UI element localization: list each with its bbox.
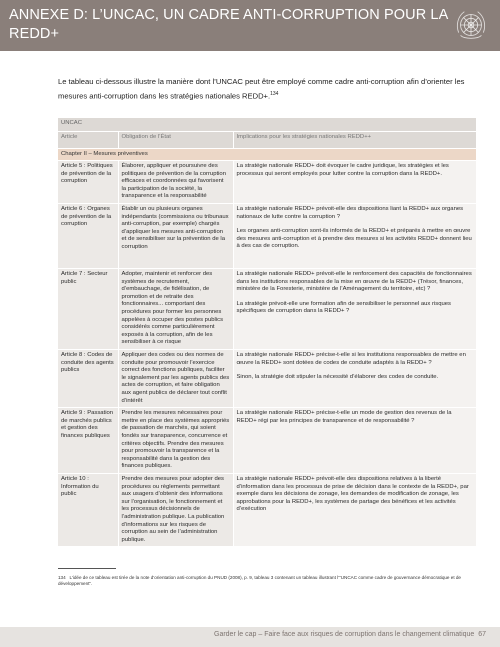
article-cell: Article 8 : Codes de conduite des agents publics	[58, 350, 118, 408]
footer-bar	[0, 627, 500, 647]
implications-cell	[233, 269, 476, 350]
implication-text: Les organes anti-corruption sont-ils informés de la REDD+ et préparés à mettre en œuvre des mesures anti-corruption et à prendre des mesures si les activités REDD+ donnent lieu à des cas de corruption.	[236, 228, 472, 250]
table-row	[58, 204, 476, 269]
implication-text: La stratégie prévoit-elle une formation afin de sensibiliser le personnel aux risques spécifiques de corruption dans la REDD+ ?	[236, 300, 451, 315]
page-number: 67	[478, 631, 486, 638]
obligation-cell: Établir un ou plusieurs organes indépendants (commissions ou tribunaux anti-corruption, par exemple) chargés d’appliquer les mesures anti-corruption et de sensibiliser sur la prévention de la corruption	[118, 204, 233, 269]
obligation-cell: Appliquer des codes ou des normes de conduite pour promouvoir l’exercice correct des fonctions publiques, faciliter le signalement par les agents publics des actes de corruption, et faire obligation aux agent publics de déclarer tout conflit d’intérêt	[118, 350, 233, 408]
header-banner	[0, 0, 500, 51]
footnote-number: 134	[58, 575, 66, 580]
implication-text: La stratégie nationale REDD+ prévoit-elle des dispositions liant la REDD+ aux organes nationaux de lutte contre la corruption ?	[236, 206, 464, 220]
page-title: ANNEXE D: L’UNCAC, UN CADRE ANTI-CORRUPTION POUR LA REDD+	[9, 7, 448, 42]
group-label: UNCAC	[58, 118, 476, 131]
column-header-obligation: Obligation de l’État	[118, 131, 233, 148]
table-row	[58, 269, 476, 350]
implications-cell	[233, 204, 476, 269]
implication-text: La stratégie nationale REDD+ prévoit-elle des dispositions relatives à la liberté d’information dans les processus de prise de décision dans le contexte de la REDD+, par exemple dans les décisions de zonage, les demandes de modification de zonage, les approbations pour la REDD+, les systèmes de partage des bénéfices et les activités d’exécution	[236, 475, 469, 513]
footnote-text: L’idée de ce tableau est tirée de la note d’orientation anti-corruption du PNUD (2008), p. 9, tableau 3 contenant un tableau illustrant l’“UNCAC comme cadre de gouvernance démocratique et de développement”.	[58, 575, 461, 587]
obligation-cell: Adopter, maintenir et renforcer des systèmes de recrutement, d’embauchage, de fidélisation, de promotion et de retraite des fonctionnaires... comportant des procédures pour former les personnes appelées à occuper des postes publics considérés comme particulièrement exposés à la corruption, afin de les sensibiliser à ce risque	[118, 269, 233, 350]
obligation-cell: Prendre des mesures pour adopter des procédures ou règlements permettant aux usagers d’obtenir des informations sur l’organisation, le fonctionnement et les processus décisionnels de l’administration publique. La publication d’informations sur les risques de corruption au sein de l’administration publique.	[118, 473, 233, 546]
footer-line	[214, 631, 486, 638]
article-cell: Article 5 : Politiques de prévention de la corruption	[58, 161, 118, 204]
implication-text: La stratégie nationale REDD+ précise-t-elle un mode de gestion des revenus de la REDD+ régi par les principes de transparence et de responsabilité ?	[236, 410, 452, 424]
table-column-header	[58, 131, 476, 148]
implication-text: La stratégie nationale REDD+ précise-t-elle si les institutions responsables de mettre en œuvre la REDD+ sont dotées de codes de conduite adaptés à la REDD+ ?	[236, 352, 466, 366]
footer-title: Garder le cap – Faire face aux risques de corruption dans le changement climatique	[214, 631, 475, 638]
un-emblem-icon	[452, 6, 490, 44]
implications-cell	[233, 408, 476, 474]
obligation-cell: Élaborer, appliquer et poursuivre des politiques de prévention de la corruption efficaces et coordonnées qui favorisent la participation de la société, la transparence et la responsabilité	[118, 161, 233, 204]
column-header-article: Article	[58, 131, 118, 148]
footnote	[58, 575, 478, 588]
obligation-cell: Prendre les mesures nécessaires pour mettre en place des systèmes appropriés de passation de marchés, qui soient fondés sur transparence, concurrence et critères objectifs. Prendre des mesures pour promouvoir la transparence et la responsabilité dans la gestion des finances publiques.	[118, 408, 233, 474]
table-row	[58, 408, 476, 474]
article-cell: Article 9 : Passation de marchés publics et gestion des finances publiques	[58, 408, 118, 474]
footnote-divider	[58, 568, 116, 569]
implications-cell	[233, 473, 476, 546]
table-group-header	[58, 118, 476, 131]
uncac-table	[58, 118, 477, 547]
table-row	[58, 350, 476, 408]
implication-text: La stratégie nationale REDD+ doit évoquer le cadre juridique, les stratégies et les processus qui seront employés pour lutter contre la corruption dans la REDD+.	[236, 163, 449, 177]
article-cell: Article 7 : Secteur public	[58, 269, 118, 350]
column-header-implications: Implications pour les stratégies nationales REDD++	[233, 131, 476, 148]
implication-text: Sinon, la stratégie doit stipuler la nécessité d’élaborer des codes de conduite.	[236, 374, 439, 381]
implications-cell	[233, 161, 476, 204]
table-row	[58, 473, 476, 546]
chapter-label: Chapter II – Mesures préventives	[58, 148, 476, 161]
intro-paragraph	[58, 76, 478, 103]
footnote-ref: 134	[270, 91, 279, 97]
implication-text: La stratégie nationale REDD+ prévoit-elle le renforcement des capacités de fonctionnaires dans les institutions responsables de la mise en œuvre de la REDD+ (Trésor, finances, ministère de la Foresterie, ministère de l’Aménagement du territoire, etc) ?	[236, 271, 472, 293]
intro-text: Le tableau ci-dessous illustre la manière dont l’UNCAC peut être employé comme cadre anti-corruption afin d’orienter les mesures anti-corruption dans les stratégies nationales REDD+.	[58, 77, 465, 101]
article-cell: Article 6 : Organes de prévention de la corruption	[58, 204, 118, 269]
article-cell: Article 10 : Information du public	[58, 473, 118, 546]
table-row	[58, 161, 476, 204]
chapter-row	[58, 148, 476, 161]
implications-cell	[233, 350, 476, 408]
